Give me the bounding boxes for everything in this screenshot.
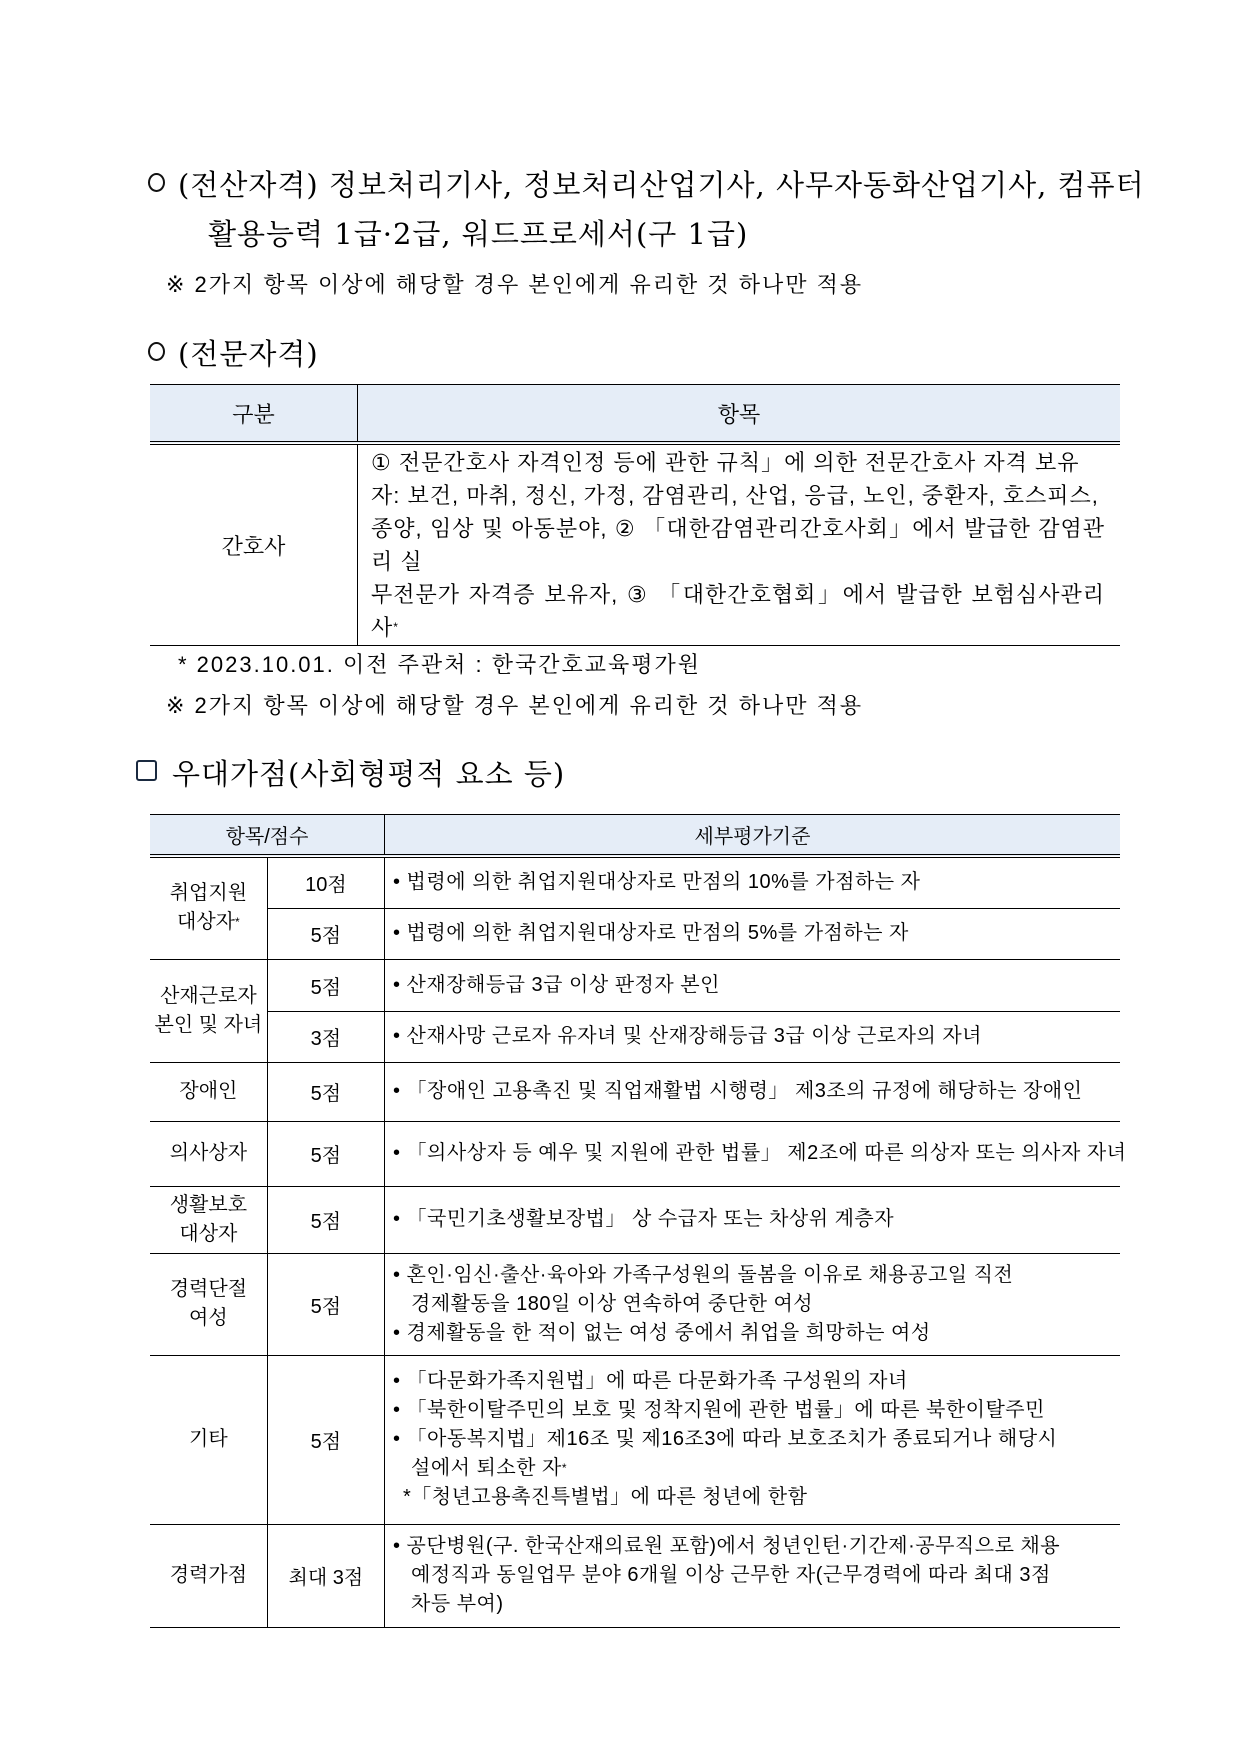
row-criteria: • 산재장해등급 3급 이상 판정자 본인 <box>385 959 1121 1011</box>
table-row <box>150 1011 1120 1062</box>
row-category: 산재근로자 본인 및 자녀 <box>150 959 267 1062</box>
professional-note: ※ 2가지 항목 이상에 해당할 경우 본인에게 유리한 것 하나만 적용 <box>166 693 864 718</box>
table-header-item: 항목 <box>358 385 1121 444</box>
professional-cert-table <box>150 384 1120 646</box>
computer-cert-line-2: 활용능력 1급·2급, 워드프로세서(구 1급) <box>208 217 749 251</box>
preference-table <box>150 814 1127 1628</box>
row-category: 경력단절 여성 <box>150 1253 267 1355</box>
row-score: 5점 <box>267 959 384 1011</box>
table-row <box>150 1062 1120 1121</box>
row-category: 생활보호 대상자 <box>150 1186 267 1253</box>
circle-bullet-icon <box>148 173 165 192</box>
row-criteria: • 「의사상자 등 예우 및 지원에 관한 법률」 제2조에 따른 의상자 또는 의사자 자녀 <box>385 1121 1121 1186</box>
row-criteria: • 혼인·임신·출산·육아와 가족구성원의 돌봄을 이유로 채용공고일 직전 경제활동을 180일 이상 연속하여 중단한 여성 • 경제활동을 한 적이 없는 여성 중에서 취업을 희망하는 여성 <box>385 1253 1121 1355</box>
table-header-item-score: 항목/점수 <box>150 815 385 857</box>
row-score: 5점 <box>267 1186 384 1253</box>
table-header-criteria: 세부평가기준 <box>385 815 1121 857</box>
row-category: 기타 <box>150 1355 267 1524</box>
row-category: 경력가점 <box>150 1524 267 1627</box>
table-row <box>150 1524 1120 1627</box>
table-row <box>150 443 1120 646</box>
table-row <box>150 1186 1120 1253</box>
professional-footnote: * 2023.10.01. 이전 주관처 : 한국간호교육평가원 <box>178 652 701 677</box>
row-criteria: • 산재사망 근로자 유자녀 및 산재장해등급 3급 이상 근로자의 자녀 <box>385 1011 1121 1062</box>
preference-title: 우대가점(사회형평적 요소 등) <box>172 757 566 791</box>
footnote-mark: * <box>393 620 399 634</box>
row-score: 5점 <box>267 1121 384 1186</box>
row-category: 취업지원 대상자* <box>150 856 267 959</box>
row-score: 5점 <box>267 1253 384 1355</box>
row-category: 의사상자 <box>150 1121 267 1186</box>
computer-cert-line-1: (전산자격) 정보처리기사, 정보처리산업기사, 사무자동화산업기사, 컴퓨터 <box>178 168 1145 202</box>
circle-bullet-icon <box>148 342 165 361</box>
row-score: 5점 <box>267 1062 384 1121</box>
table-row <box>150 959 1120 1011</box>
table-row <box>150 1121 1120 1186</box>
row-content <box>358 443 1121 646</box>
computer-cert-note: ※ 2가지 항목 이상에 해당할 경우 본인에게 유리한 것 하나만 적용 <box>166 272 864 297</box>
content-line: ① 전문간호사 자격인정 등에 관한 규칙」에 의한 전문간호사 자격 보유 <box>371 450 1080 475</box>
table-row <box>150 1253 1120 1355</box>
row-score: 5점 <box>267 1355 384 1524</box>
row-criteria: • 「국민기초생활보장법」 상 수급자 또는 차상위 계층자 <box>385 1186 1121 1253</box>
table-row <box>150 856 1120 908</box>
row-criteria: • 「다문화가족지원법」에 따른 다문화가족 구성원의 자녀 • 「북한이탈주민의 보호 및 정착지원에 관한 법률」에 따른 북한이탈주민 • 「아동복지법」제16조 및 제16조3에 따라 보호조치가 종료되거나 해당시 설에서 퇴소한 자* *「청년고용촉진특별법」에 따른 청년에 한함 <box>385 1355 1121 1524</box>
row-criteria: • 공단병원(구. 한국산재의료원 포함)에서 청년인턴·기간제·공무직으로 채용 예정직과 동일업무 분야 6개월 이상 근무한 자(근무경력에 따라 최대 3점 차등 부여) <box>385 1524 1121 1627</box>
row-score: 5점 <box>267 908 384 959</box>
row-criteria: • 「장애인 고용촉진 및 직업재활법 시행령」 제3조의 규정에 해당하는 장애인 <box>385 1062 1121 1121</box>
row-score: 최대 3점 <box>267 1524 384 1627</box>
row-category: 간호사 <box>150 443 358 646</box>
row-score: 10점 <box>267 856 384 908</box>
content-line: 무전문가 자격증 보유자, ③ 「대한간호협회」에서 발급한 보험심사관리사* <box>371 582 1105 640</box>
professional-cert-title: (전문자격) <box>178 337 319 371</box>
table-header-category: 구분 <box>150 385 358 444</box>
table-row <box>150 1355 1120 1524</box>
row-score: 3점 <box>267 1011 384 1062</box>
table-row <box>150 908 1120 959</box>
row-criteria: • 법령에 의한 취업지원대상자로 만점의 10%를 가점하는 자 <box>385 856 1121 908</box>
row-category: 장애인 <box>150 1062 267 1121</box>
row-criteria: • 법령에 의한 취업지원대상자로 만점의 5%를 가점하는 자 <box>385 908 1121 959</box>
content-line: 자: 보건, 마취, 정신, 가정, 감염관리, 산업, 응급, 노인, 중환자, 호스피스, <box>371 483 1099 508</box>
content-line: 종양, 임상 및 아동분야, ② 「대한감염관리간호사회」에서 발급한 감염관리 실 <box>371 516 1105 574</box>
square-bullet-icon <box>136 760 157 781</box>
